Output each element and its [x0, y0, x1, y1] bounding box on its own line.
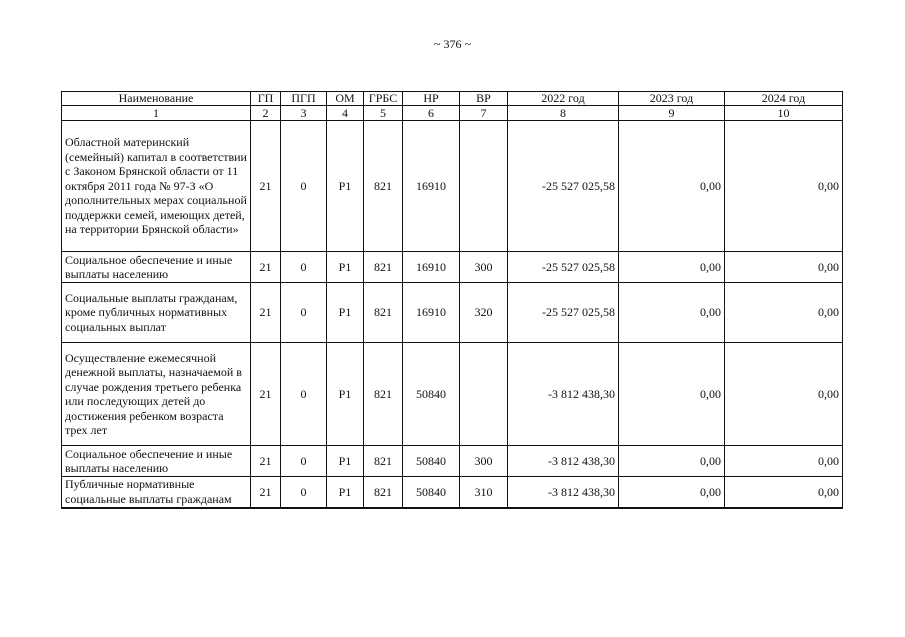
cell-gp: 21	[251, 446, 281, 477]
header-gp: ГП	[251, 92, 281, 106]
header-om: ОМ	[327, 92, 364, 106]
cell-2024: 0,00	[725, 252, 843, 283]
column-number: 5	[364, 106, 403, 121]
cell-nr: 16910	[403, 283, 460, 343]
cell-vr	[460, 343, 508, 446]
cell-vr: 320	[460, 283, 508, 343]
cell-vr: 300	[460, 252, 508, 283]
row-name: Социальные выплаты гражданам, кроме публичных нормативных социальных выплат	[62, 283, 251, 343]
column-number: 3	[281, 106, 327, 121]
cell-2022: -25 527 025,58	[508, 283, 619, 343]
table-row	[62, 283, 843, 343]
cell-gp: 21	[251, 343, 281, 446]
cell-pgp: 0	[281, 283, 327, 343]
cell-om: P1	[327, 121, 364, 252]
header-vr: ВР	[460, 92, 508, 106]
table-row	[62, 446, 843, 477]
cell-2023: 0,00	[619, 446, 725, 477]
cell-nr: 50840	[403, 446, 460, 477]
row-name: Областной материнский (семейный) капитал в соответствии с Законом Брянской области от 11 октября 2011 года № 97-З «О дополнительных мерах социальной поддержки семей, имеющих детей, на территории Брянской области»	[62, 121, 251, 252]
cell-gp: 21	[251, 121, 281, 252]
header-pgp: ПГП	[281, 92, 327, 106]
cell-pgp: 0	[281, 446, 327, 477]
column-number: 9	[619, 106, 725, 121]
row-name: Осуществление ежемесячной денежной выплаты, назначаемой в случае рождения третьего ребенка или последующих детей до достижения ребенком возраста трех лет	[62, 343, 251, 446]
cell-2023: 0,00	[619, 343, 725, 446]
row-name: Социальное обеспечение и иные выплаты населению	[62, 252, 251, 283]
cell-2022: -3 812 438,30	[508, 477, 619, 508]
cell-om: P1	[327, 283, 364, 343]
cell-grbs: 821	[364, 446, 403, 477]
header-row	[62, 92, 843, 106]
cell-grbs: 821	[364, 283, 403, 343]
cell-grbs: 821	[364, 343, 403, 446]
cell-2024: 0,00	[725, 121, 843, 252]
table-row	[62, 252, 843, 283]
cell-nr: 50840	[403, 343, 460, 446]
column-number: 2	[251, 106, 281, 121]
cell-pgp: 0	[281, 477, 327, 508]
cell-2022: -3 812 438,30	[508, 343, 619, 446]
cell-nr: 16910	[403, 252, 460, 283]
cell-grbs: 821	[364, 252, 403, 283]
page-number: ~ 376 ~	[434, 37, 471, 51]
cell-2023: 0,00	[619, 252, 725, 283]
header-nr: НР	[403, 92, 460, 106]
table-row	[62, 477, 843, 508]
cell-2023: 0,00	[619, 283, 725, 343]
row-name: Публичные нормативные социальные выплаты гражданам	[62, 477, 251, 508]
cell-gp: 21	[251, 252, 281, 283]
cell-vr: 310	[460, 477, 508, 508]
cell-vr	[460, 121, 508, 252]
row-name: Социальное обеспечение и иные выплаты населению	[62, 446, 251, 477]
cell-2024: 0,00	[725, 477, 843, 508]
cell-om: P1	[327, 446, 364, 477]
table-row	[62, 343, 843, 446]
cell-2022: -25 527 025,58	[508, 121, 619, 252]
cell-nr: 16910	[403, 121, 460, 252]
cell-grbs: 821	[364, 121, 403, 252]
header-grbs: ГРБС	[364, 92, 403, 106]
column-number: 6	[403, 106, 460, 121]
cell-om: P1	[327, 477, 364, 508]
cell-om: P1	[327, 252, 364, 283]
column-number: 4	[327, 106, 364, 121]
column-number: 10	[725, 106, 843, 121]
column-number: 7	[460, 106, 508, 121]
cell-vr: 300	[460, 446, 508, 477]
cell-gp: 21	[251, 477, 281, 508]
cell-2023: 0,00	[619, 477, 725, 508]
header-2023: 2023 год	[619, 92, 725, 106]
cell-gp: 21	[251, 283, 281, 343]
cell-2024: 0,00	[725, 283, 843, 343]
cell-pgp: 0	[281, 252, 327, 283]
cell-pgp: 0	[281, 121, 327, 252]
cell-2023: 0,00	[619, 121, 725, 252]
cell-2022: -25 527 025,58	[508, 252, 619, 283]
cell-om: P1	[327, 343, 364, 446]
header-name: Наименование	[62, 92, 251, 106]
cell-pgp: 0	[281, 343, 327, 446]
cell-grbs: 821	[364, 477, 403, 508]
header-2022: 2022 год	[508, 92, 619, 106]
cell-2024: 0,00	[725, 446, 843, 477]
header-2024: 2024 год	[725, 92, 843, 106]
budget-table	[61, 91, 843, 509]
cell-2022: -3 812 438,30	[508, 446, 619, 477]
column-number: 1	[62, 106, 251, 121]
column-number-row	[62, 106, 843, 121]
cell-2024: 0,00	[725, 343, 843, 446]
table-row	[62, 121, 843, 252]
cell-nr: 50840	[403, 477, 460, 508]
column-number: 8	[508, 106, 619, 121]
